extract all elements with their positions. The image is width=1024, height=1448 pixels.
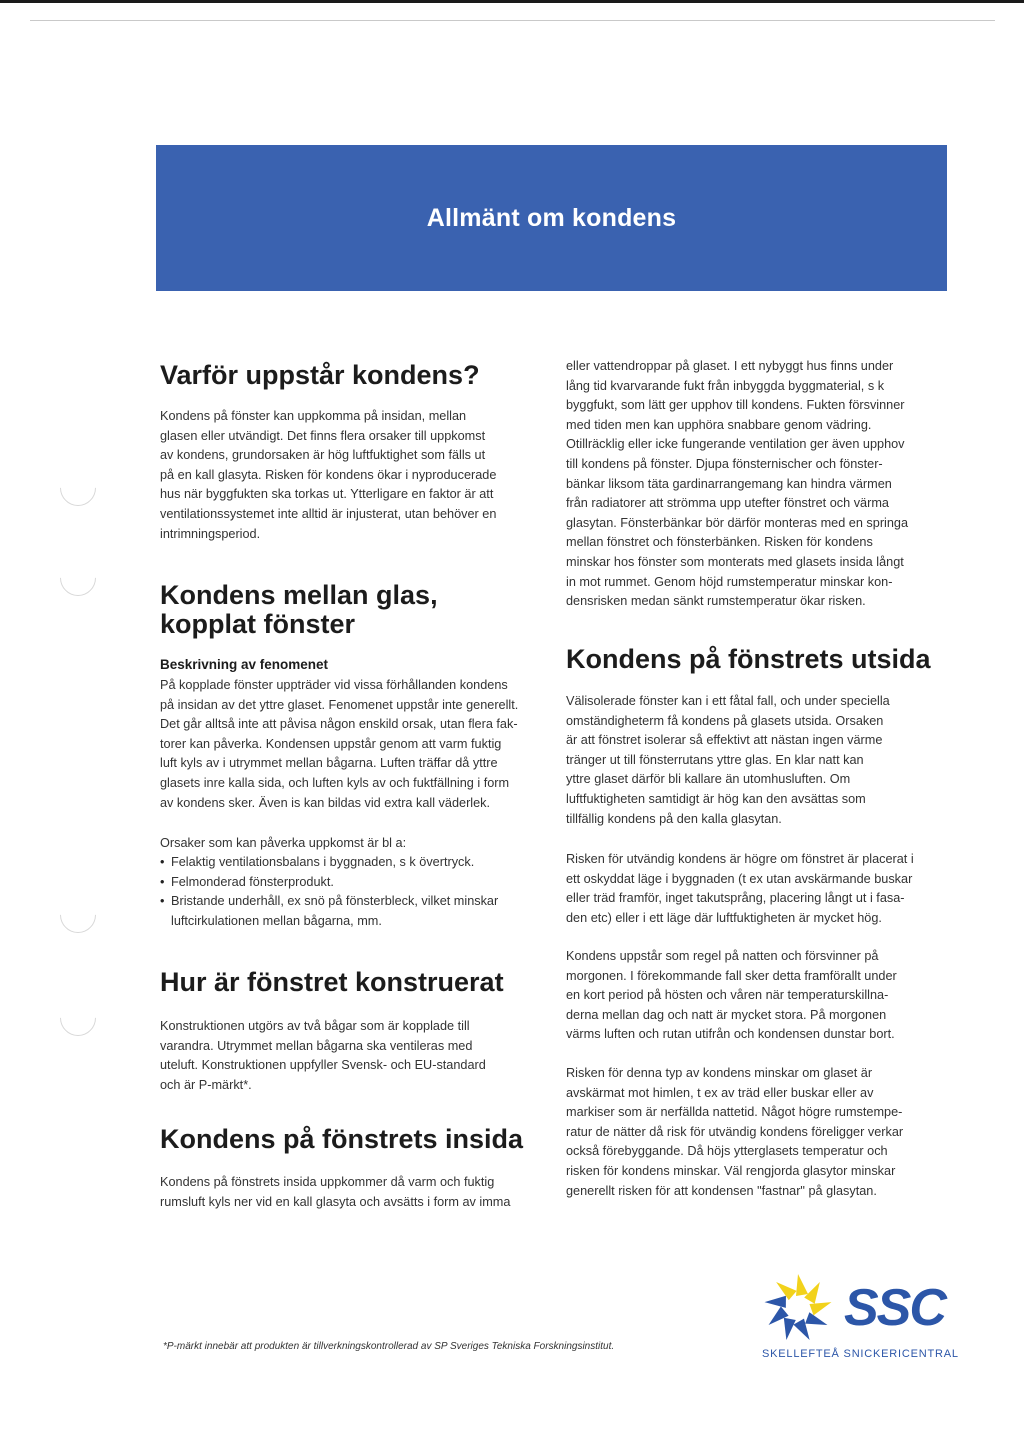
logo-wordmark: SSC [844,1279,945,1337]
paragraph-why-condensation [160,407,496,544]
text-line: mellan fönstret och fönsterbänken. Risken för kondens [566,535,873,550]
text-line: glasen eller utvändigt. Det finns flera orsaker till uppkomst [160,428,486,443]
causes-intro [160,834,406,854]
text-line: minskar hos fönster som monterats med glasets insida långt [566,554,904,569]
text-line: luft kyls av i utrymmet mellan bågarna. Luften träffar då yttre [160,756,498,771]
ssc-logo [752,1268,959,1368]
text-line: lång tid kvarvarande fukt från inbyggda byggmaterial, s k [566,378,885,393]
text-line: varandra. Utrymmet mellan bågarna ska ventileras med [160,1038,473,1053]
text-line: uteluft. Konstruktionen uppfyller Svensk- och EU-standard [160,1058,486,1073]
paragraph-outside-1 [566,692,890,829]
text-line: luftfuktigheten samtidigt är hög kan den avsättas som [566,791,866,806]
text-line: glasytan. Fönsterbänkar bör därför monteras med en springa [566,515,909,530]
punch-hole [53,553,104,604]
text-line: • Felaktig ventilationsbalans i byggnaden, s k övertryck. [171,855,475,869]
text-line: Kondens på fönstrets insida uppkommer då varm och fuktig [160,1175,495,1189]
text-line: den etc) eller i ett läge där luftfuktigheten är mycket hög. [566,910,882,925]
text-line: av kondens sker. Även is kan bildas vid extra kall väderlek. [160,795,491,810]
text-line: • Felmonderad fönsterprodukt. [171,874,334,889]
text-line: Kondens uppstår som regel på natten och försvinner på [566,949,879,963]
text-line: tillfällig kondens på den kalla glasytan. [566,811,782,826]
text-line: derna mellan dag och natt är mycket stora. På morgonen [566,1007,887,1022]
text-line: eller träd framför, inget takutsprång, placering långt ut i fasa- [566,891,905,906]
paragraph-construction [160,1017,486,1095]
text-line: Det går alltså inte att påvisa någon enskild orsak, utan flera fak- [160,717,518,732]
paragraph-outside-3 [566,947,897,1045]
text-line: markiser som är nerfällda nattetid. Något högre rumstempe- [566,1105,903,1120]
footnote: *P-märkt innebär att produkten är tillverkningskontrollerad av SP Sveriges Tekniska Forskningsinstitut. [163,1341,615,1352]
text-line: • Bristande underhåll, ex snö på fönsterbleck, vilket minskar [171,894,499,909]
text-line: byggfukt, som lätt ger upphov till kondens. Fukten försvinner [566,398,905,413]
text-line: ventilationssystemet inte alltid är injusterat, utan behöver en [160,506,497,521]
paragraph-inside-continued [566,357,908,612]
punch-hole [53,890,104,941]
text-line: intrimningsperiod. [160,526,261,541]
text-line: luftcirkulationen mellan bågarna, mm. [171,913,382,928]
text-line: och är P-märkt*. [160,1077,252,1092]
text-line: på insidan av det yttre glaset. Fenomenet uppstår inte generellt. [160,697,519,712]
text-line: På kopplade fönster uppträder vid vissa förhållanden kondens [160,678,508,692]
text-line: ett oskyddat läge i byggnaden (t ex utan avskärmande buskar [566,871,913,886]
text-line: eller vattendroppar på glaset. I ett nybyggt hus finns under [566,359,894,373]
text-line: torer kan påverka. Kondensen uppstår genom att varm fuktig [160,736,502,751]
list-item [160,873,498,893]
text-line: glasets inre kalla sida, och luften kyls av och fuktfällning i form [160,775,510,790]
text-line: rumsluft kyls ner vid en kall glasyta och avsätts i form av imma [160,1194,511,1209]
text-line: Risken för utvändig kondens är högre om fönstret är placerat i [566,852,914,866]
text-line: en kort period på hösten och våren när temperaturskillna- [566,988,889,1003]
text-line: densrisken medan sänkt rumstemperatur ökar risken. [566,594,866,609]
heading-construction: Hur är fönstret konstruerat [160,967,504,997]
text-line: tränger ut till fönsterrutans yttre glas. En klar natt kan [566,752,864,767]
heading-why-condensation: Varför uppstår kondens? [160,360,480,390]
text-line: Risken för denna typ av kondens minskar om glaset är [566,1066,873,1080]
text-line: av kondens, grundorsaken är hög luftfuktighet som fälls ut [160,448,486,463]
text-line: värms luften och rutan utifrån och kondensen dunstar bort. [566,1027,895,1042]
text-line: in mot rummet. Genom höjd rumstemperatur minskar kon- [566,574,893,589]
text-line: yttre glaset därför bli kallare än utomhusluften. Om [566,772,851,787]
text-line: till kondens på fönster. Djupa fönsternischer och fönster- [566,456,883,471]
text-line: också förebyggande. Då höjs ytterglasets temperatur och [566,1144,888,1159]
scan-edge [0,0,1024,3]
list-item [160,892,498,931]
title-banner [156,145,947,291]
text-line: med tiden men kan upphöra snabbare genom vädring. [566,417,872,432]
text-line: risken för kondens minskar. Väl rengjorda glasytor minskar [566,1163,896,1178]
text-line: Otillräcklig eller icke fungerande ventilation ger även upphov [566,437,905,452]
text-line: omständigheterm få kondens på glasets utsida. Orsaken [566,713,884,728]
text-line: morgonen. I förekommande fall sker detta framförallt under [566,968,897,983]
paragraph-outside-4 [566,1064,903,1201]
paragraph-outside-2 [566,850,914,928]
heading-outside: Kondens på fönstrets utsida [566,644,931,674]
subheading-phenomenon: Beskrivning av fenomenet [160,657,329,672]
text-line: bänkar liksom täta gardinarrangemang kan hindra värmen [566,476,892,491]
text-line: Välisolerade fönster kan i ett fåtal fall, och under speciella [566,694,890,708]
text-line: Kondens på fönster kan uppkomma på insidan, mellan [160,409,467,423]
list-item [160,853,498,873]
text-line: Konstruktionen utgörs av två bågar som är kopplade till [160,1019,470,1033]
page-title: Allmänt om kondens [426,203,677,232]
heading-between-glass-2: kopplat fönster [160,609,356,639]
text-line: hus när byggfukten ska torkas ut. Ytterligare en faktor är att [160,487,494,502]
heading-inside: Kondens på fönstrets insida [160,1124,524,1154]
punch-hole [53,463,104,514]
text-line: Orsaker som kan påverka uppkomst är bl a: [160,836,407,850]
top-rule [30,20,995,21]
text-line: generellt risken för att kondensen "fastnar" på glasytan. [566,1183,877,1198]
ssc-logo-mark-icon [752,1268,844,1348]
paragraph-inside [160,1173,510,1212]
text-line: är att fönstret isolerar så effektivt att nästan ingen värme [566,733,883,748]
punch-hole [53,993,104,1044]
text-line: på en kall glasyta. Risken för kondens ökar i nyproducerade [160,467,497,482]
text-line: avskärmat mot himlen, t ex av träd eller buskar eller av [566,1085,874,1100]
logo-subtitle: SKELLEFTEÅ SNICKERICENTRAL [762,1348,959,1360]
paragraph-phenomenon [160,676,518,813]
text-line: från radiatorer att strömma upp utefter fönstret och värma [566,496,889,511]
heading-between-glass-1: Kondens mellan glas, [160,580,438,610]
causes-list [160,853,498,931]
text-line: ratur de nätter då risk för utvändig kondens föreligger verkar [566,1124,904,1139]
